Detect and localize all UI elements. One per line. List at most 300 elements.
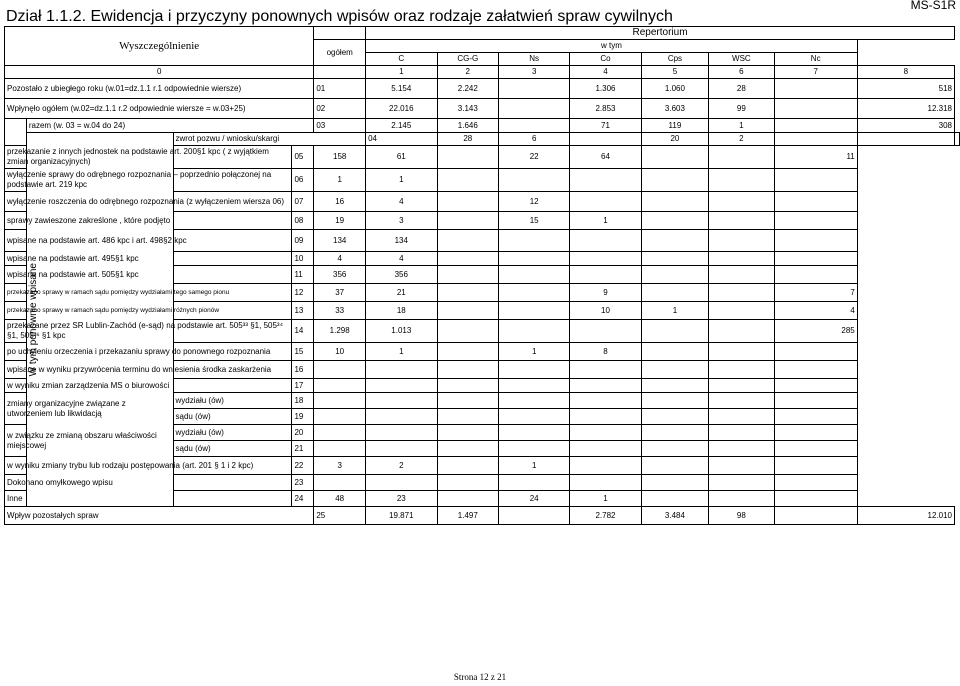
cell-08-col7 <box>709 212 774 230</box>
cell-06-col7 <box>709 169 774 192</box>
cell-02-col1: 22.016 <box>366 99 437 119</box>
row-label-19: sądu (ów) <box>173 409 292 425</box>
row-number-09: 09 <box>292 230 314 252</box>
cell-15-col4: 1 <box>499 343 570 361</box>
table-row <box>5 457 960 475</box>
cell-09-col3 <box>437 230 499 252</box>
column-number-2: 2 <box>437 66 499 79</box>
cell-12-col7 <box>709 284 774 302</box>
cell-17-col4 <box>499 379 570 393</box>
column-number-3: 3 <box>499 66 570 79</box>
row-number-10: 10 <box>292 252 314 266</box>
cell-19-col3 <box>437 409 499 425</box>
row-number-02: 02 <box>314 99 366 119</box>
cell-04-col2: 6 <box>499 133 570 146</box>
cell-12-col1: 37 <box>314 284 366 302</box>
indent-cell <box>5 119 27 146</box>
cell-05-col7 <box>709 146 774 169</box>
row-number-16: 16 <box>292 361 314 379</box>
cell-11-col3 <box>437 266 499 284</box>
cell-11-col6 <box>641 266 708 284</box>
row-number-08: 08 <box>292 212 314 230</box>
cell-19-col5 <box>570 409 641 425</box>
table-row <box>5 79 960 99</box>
cell-16-col8 <box>774 361 857 379</box>
cell-02-col3 <box>499 99 570 119</box>
cell-23-col7 <box>709 475 774 491</box>
cell-08-col3 <box>437 212 499 230</box>
row-number-13: 13 <box>292 302 314 320</box>
cell-14-col6 <box>641 320 708 343</box>
cell-21-col5 <box>570 441 641 457</box>
total-header-top <box>314 27 366 40</box>
cell-16-col1 <box>314 361 366 379</box>
cell-20-col5 <box>570 425 641 441</box>
cell-19-col8 <box>774 409 857 425</box>
row-number-05: 05 <box>292 146 314 169</box>
column-number-5: 5 <box>641 66 708 79</box>
cell-03-col1: 2.145 <box>366 119 437 133</box>
cell-15-col6 <box>641 343 708 361</box>
cell-20-col1 <box>314 425 366 441</box>
cell-04-col1: 28 <box>437 133 499 146</box>
cell-25-col7 <box>774 507 857 525</box>
cell-04-col6 <box>774 133 857 146</box>
table-row <box>5 343 960 361</box>
cell-04-col7 <box>857 133 954 146</box>
cell-14-col1: 1.298 <box>314 320 366 343</box>
cell-05-col4: 22 <box>499 146 570 169</box>
cell-13-col8: 4 <box>774 302 857 320</box>
cell-15-col5: 8 <box>570 343 641 361</box>
cell-22-col2: 2 <box>366 457 437 475</box>
table-row <box>5 266 960 284</box>
row-number-04: 04 <box>366 133 437 146</box>
row-label-04: zwrot pozwu / wniosku/skargi <box>173 133 366 146</box>
cell-09-col7 <box>709 230 774 252</box>
row-number-01: 01 <box>314 79 366 99</box>
row-number-21: 21 <box>292 441 314 457</box>
cell-17-col8 <box>774 379 857 393</box>
cell-05-col6 <box>641 146 708 169</box>
table-row <box>5 119 960 133</box>
cell-21-col7 <box>709 441 774 457</box>
column-number-0: 0 <box>5 66 314 79</box>
row-label-21: sądu (ów) <box>173 441 292 457</box>
cell-13-col2: 18 <box>366 302 437 320</box>
cell-04-col3 <box>570 133 641 146</box>
column-header-ns: Ns <box>499 53 570 66</box>
cell-16-col6 <box>641 361 708 379</box>
cell-03-col2: 1.646 <box>437 119 499 133</box>
cell-24-col1: 48 <box>314 491 366 507</box>
row-label-09: wpisane na podstawie art. 486 kpc i art. 498§2 kpc <box>5 230 292 252</box>
cell-06-col6 <box>641 169 708 192</box>
row-label-02: Wpłynęło ogółem (w.02=dz.1.1 r.2 odpowiednie wiersze = w.03+25) <box>5 99 314 119</box>
row-label-07: wyłączenie roszczenia do odrębnego rozpoznania (z wyłączeniem wiersza 06) <box>5 192 292 212</box>
cell-21-col3 <box>437 441 499 457</box>
row-label-22: w wyniku zmiany trybu lub rodzaju postępowania (art. 201 § 1 i 2 kpc) <box>5 457 292 475</box>
cell-12-col3 <box>437 284 499 302</box>
cell-10-col1: 4 <box>314 252 366 266</box>
cell-21-col1 <box>314 441 366 457</box>
row-label-01: Pozostało z ubiegłego roku (w.01=dz.1.1 r.1 odpowiednie wiersze) <box>5 79 314 99</box>
cell-03-col6: 1 <box>709 119 774 133</box>
cell-20-col3 <box>437 425 499 441</box>
cell-13-col6: 1 <box>641 302 708 320</box>
row-label-13: przekazano sprawy w ramach sądu pomiędzy wydziałami różnych pionów <box>5 302 292 320</box>
cell-01-col7 <box>774 79 857 99</box>
cell-20-col4 <box>499 425 570 441</box>
column-number-7: 7 <box>774 66 857 79</box>
cell-13-col3 <box>437 302 499 320</box>
cell-19-col6 <box>641 409 708 425</box>
cell-12-col4 <box>499 284 570 302</box>
cell-17-col6 <box>641 379 708 393</box>
cell-04-col5: 2 <box>709 133 774 146</box>
cell-08-col4: 15 <box>499 212 570 230</box>
cell-02-col7 <box>774 99 857 119</box>
table-row <box>5 212 960 230</box>
reentered-vertical-text: W tym ponownie wpisane <box>27 262 39 377</box>
row-number-25: 25 <box>314 507 366 525</box>
cell-24-col4: 24 <box>499 491 570 507</box>
cell-02-col4: 2.853 <box>570 99 641 119</box>
row-number-15: 15 <box>292 343 314 361</box>
column-header-co: Co <box>570 53 641 66</box>
cell-10-col3 <box>437 252 499 266</box>
cell-07-col2: 4 <box>366 192 437 212</box>
cell-03-col5: 119 <box>641 119 708 133</box>
cell-01-col2: 2.242 <box>437 79 499 99</box>
cell-10-col4 <box>499 252 570 266</box>
cell-18-col1 <box>314 393 366 409</box>
cell-01-col6: 28 <box>709 79 774 99</box>
row-number-24: 24 <box>292 491 314 507</box>
cell-15-col7 <box>709 343 774 361</box>
cell-13-col5: 10 <box>570 302 641 320</box>
cell-11-col1: 356 <box>314 266 366 284</box>
row-label-15: po uchyleniu orzeczenia i przekazaniu sprawy do ponownego rozpoznania <box>5 343 292 361</box>
cell-01-col1: 5.154 <box>366 79 437 99</box>
cell-16-col3 <box>437 361 499 379</box>
row-label-06: wyłączenie sprawy do odrębnego rozpoznania – poprzednio połączonej na podstawie art. 219 kpc <box>5 169 292 192</box>
cell-25-col8: 12.010 <box>857 507 954 525</box>
row-label-03: razem (w. 03 = w.04 do 24) <box>26 119 314 133</box>
cell-13-col4 <box>499 302 570 320</box>
cell-25-col6: 98 <box>709 507 774 525</box>
table-row <box>5 393 960 409</box>
cell-21-col6 <box>641 441 708 457</box>
cell-16-col2 <box>366 361 437 379</box>
row-number-17: 17 <box>292 379 314 393</box>
cell-25-col2: 1.497 <box>437 507 499 525</box>
cell-12-col5: 9 <box>570 284 641 302</box>
table-row <box>5 379 960 393</box>
table-row <box>5 230 960 252</box>
cell-02-col5: 3.603 <box>641 99 708 119</box>
cell-15-col1: 10 <box>314 343 366 361</box>
cell-05-col1: 158 <box>314 146 366 169</box>
cell-23-col5 <box>570 475 641 491</box>
cell-10-col5 <box>570 252 641 266</box>
cell-18-col4 <box>499 393 570 409</box>
specification-header: Wyszczególnienie <box>5 27 314 66</box>
row-label-23: Dokonano omyłkowego wpisu <box>5 475 292 491</box>
table-row <box>5 284 960 302</box>
cell-17-col5 <box>570 379 641 393</box>
cell-23-col6 <box>641 475 708 491</box>
cell-20-col8 <box>774 425 857 441</box>
cell-18-col7 <box>709 393 774 409</box>
row-number-06: 06 <box>292 169 314 192</box>
cell-03-col3 <box>499 119 570 133</box>
cell-07-col8 <box>774 192 857 212</box>
cell-20-col7 <box>709 425 774 441</box>
table-row <box>5 146 960 169</box>
table-row <box>5 99 960 119</box>
cell-06-col1: 1 <box>314 169 366 192</box>
cell-09-col5 <box>570 230 641 252</box>
cell-17-col2 <box>366 379 437 393</box>
cell-12-col2: 21 <box>366 284 437 302</box>
cell-16-col4 <box>499 361 570 379</box>
page-title: Dział 1.1.2. Ewidencja i przyczyny ponownych wpisów oraz rodzaje załatwień spraw cywilnych <box>6 8 673 25</box>
cell-08-col6 <box>641 212 708 230</box>
cell-22-col5 <box>570 457 641 475</box>
cell-14-col5 <box>570 320 641 343</box>
cell-16-col5 <box>570 361 641 379</box>
column-number-4: 4 <box>570 66 641 79</box>
cell-22-col8 <box>774 457 857 475</box>
cell-10-col6 <box>641 252 708 266</box>
cell-07-col4: 12 <box>499 192 570 212</box>
row-label-11: wpisane na podstawie art. 505§1 kpc <box>5 266 292 284</box>
of-which-header: w tym <box>366 40 858 53</box>
table-row <box>5 252 960 266</box>
cell-25-col3 <box>499 507 570 525</box>
cell-11-col7 <box>709 266 774 284</box>
row-number-12: 12 <box>292 284 314 302</box>
cell-08-col2: 3 <box>366 212 437 230</box>
cell-14-col3 <box>437 320 499 343</box>
row-number-14: 14 <box>292 320 314 343</box>
cell-08-col5: 1 <box>570 212 641 230</box>
row-number-19: 19 <box>292 409 314 425</box>
cell-14-col7 <box>709 320 774 343</box>
column-number-6: 6 <box>709 66 774 79</box>
cell-10-col7 <box>709 252 774 266</box>
cell-22-col3 <box>437 457 499 475</box>
cell-22-col7 <box>709 457 774 475</box>
group-territorial-changes: w związku ze zmianą obszaru właściwości miejscowej <box>5 425 174 457</box>
cell-22-col6 <box>641 457 708 475</box>
cell-14-col2: 1.013 <box>366 320 437 343</box>
cell-04-col4: 20 <box>641 133 708 146</box>
row-label-20: wydziału (ów) <box>173 425 292 441</box>
cell-17-col1 <box>314 379 366 393</box>
cell-17-col3 <box>437 379 499 393</box>
cell-06-col2: 1 <box>366 169 437 192</box>
cell-25-col1: 19.871 <box>366 507 437 525</box>
cell-17-col7 <box>709 379 774 393</box>
cell-12-col6 <box>641 284 708 302</box>
cell-10-col2: 4 <box>366 252 437 266</box>
cell-11-col8 <box>774 266 857 284</box>
cell-09-col4 <box>499 230 570 252</box>
cell-03-col8: 308 <box>857 119 954 133</box>
cell-06-col5 <box>570 169 641 192</box>
cell-02-col6: 99 <box>709 99 774 119</box>
table-row <box>5 320 960 343</box>
cell-20-col6 <box>641 425 708 441</box>
cell-07-col7 <box>709 192 774 212</box>
cell-18-col8 <box>774 393 857 409</box>
row-label-05: przekazanie z innych jednostek na podstawie art. 200§1 kpc ( z wyjątkiem zmian organizacyjnych) <box>5 146 292 169</box>
cell-18-col2 <box>366 393 437 409</box>
cell-23-col1 <box>314 475 366 491</box>
cell-24-col8 <box>774 491 857 507</box>
row-label-14: przekazane przez SR Lublin-Zachód (e-sąd) na podstawie art. 505³³ §1, 505³⁴ §1, 505³⁶ §1 kpc <box>5 320 292 343</box>
row-label-12: przekazano sprawy w ramach sądu pomiędzy wydziałami tego samego pionu <box>5 284 292 302</box>
cell-19-col4 <box>499 409 570 425</box>
row-label-24: Inne <box>5 491 292 507</box>
cell-05-col3 <box>437 146 499 169</box>
table-row <box>5 491 960 507</box>
cell-05-col8: 11 <box>774 146 857 169</box>
row-number-23: 23 <box>292 475 314 491</box>
table-row <box>5 192 960 212</box>
cell-11-col2: 356 <box>366 266 437 284</box>
cell-03-col4: 71 <box>570 119 641 133</box>
row-number-11: 11 <box>292 266 314 284</box>
cell-06-col4 <box>499 169 570 192</box>
column-number-blank <box>314 66 366 79</box>
cell-25-col5: 3.484 <box>641 507 708 525</box>
cell-23-col2 <box>366 475 437 491</box>
cell-25-col4: 2.782 <box>570 507 641 525</box>
cell-23-col4 <box>499 475 570 491</box>
cell-24-col6 <box>641 491 708 507</box>
table-row <box>5 425 960 441</box>
cell-15-col8 <box>774 343 857 361</box>
report-table-wrapper <box>4 26 960 525</box>
cell-18-col6 <box>641 393 708 409</box>
cell-15-col2: 1 <box>366 343 437 361</box>
cell-10-col8 <box>774 252 857 266</box>
table-row <box>5 133 960 146</box>
row-label-16: wpisane w wyniku przywrócenia terminu do wniesienia środka zaskarżenia <box>5 361 292 379</box>
table-row <box>5 361 960 379</box>
cell-09-col8 <box>774 230 857 252</box>
cell-01-col4: 1.306 <box>570 79 641 99</box>
table-row <box>5 169 960 192</box>
cell-13-col1: 33 <box>314 302 366 320</box>
cell-19-col2 <box>366 409 437 425</box>
page-footer: Strona 12 z 21 <box>453 672 507 682</box>
cell-08-col1: 19 <box>314 212 366 230</box>
cell-24-col2: 23 <box>366 491 437 507</box>
column-header-cg-g: CG-G <box>437 53 499 66</box>
cell-21-col8 <box>774 441 857 457</box>
cell-09-col6 <box>641 230 708 252</box>
column-header-c: C <box>366 53 437 66</box>
form-code: MS-S1R <box>910 0 956 12</box>
cell-01-col8: 518 <box>857 79 954 99</box>
cell-03-col7 <box>774 119 857 133</box>
column-header-cps: Cps <box>641 53 708 66</box>
cell-19-col7 <box>709 409 774 425</box>
row-label-10: wpisane na podstawie art. 495§1 kpc <box>5 252 292 266</box>
cell-23-col8 <box>774 475 857 491</box>
cell-02-col2: 3.143 <box>437 99 499 119</box>
total-subheader: ogółem <box>314 40 366 66</box>
cell-04-col8 <box>955 133 960 146</box>
cell-21-col2 <box>366 441 437 457</box>
cell-12-col8: 7 <box>774 284 857 302</box>
cell-01-col5: 1.060 <box>641 79 708 99</box>
cell-02-col8: 12.318 <box>857 99 954 119</box>
cell-13-col7 <box>709 302 774 320</box>
column-header-nc: Nc <box>774 53 857 66</box>
cell-11-col4 <box>499 266 570 284</box>
cell-18-col5 <box>570 393 641 409</box>
cell-22-col1: 3 <box>314 457 366 475</box>
table-row <box>5 507 960 525</box>
column-header-wsc: WSC <box>709 53 774 66</box>
row-number-22: 22 <box>292 457 314 475</box>
cell-09-col2: 134 <box>366 230 437 252</box>
row-label-17: w wyniku zmian zarządzenia MS o biurowości <box>5 379 292 393</box>
cell-21-col4 <box>499 441 570 457</box>
repertorium-header: Repertorium <box>366 27 955 40</box>
cell-19-col1 <box>314 409 366 425</box>
table-row <box>5 302 960 320</box>
cell-24-col5: 1 <box>570 491 641 507</box>
cell-06-col3 <box>437 169 499 192</box>
row-number-20: 20 <box>292 425 314 441</box>
row-label-25: Wpływ pozostałych spraw <box>5 507 314 525</box>
cell-23-col3 <box>437 475 499 491</box>
cell-05-col2: 61 <box>366 146 437 169</box>
cell-07-col3 <box>437 192 499 212</box>
row-number-18: 18 <box>292 393 314 409</box>
report-table <box>4 26 960 525</box>
row-number-07: 07 <box>292 192 314 212</box>
cell-07-col5 <box>570 192 641 212</box>
column-number-8: 8 <box>857 66 954 79</box>
cell-16-col7 <box>709 361 774 379</box>
cell-22-col4: 1 <box>499 457 570 475</box>
cell-08-col8 <box>774 212 857 230</box>
cell-18-col3 <box>437 393 499 409</box>
cell-20-col2 <box>366 425 437 441</box>
row-label-18: wydziału (ów) <box>173 393 292 409</box>
table-row <box>5 475 960 491</box>
group-organizational-changes: zmiany organizacyjne związane z utworzeniem lub likwidacją <box>5 393 174 425</box>
cell-06-col8 <box>774 169 857 192</box>
row-number-03: 03 <box>314 119 366 133</box>
cell-15-col3 <box>437 343 499 361</box>
cell-11-col5 <box>570 266 641 284</box>
cell-05-col5: 64 <box>570 146 641 169</box>
cell-14-col4 <box>499 320 570 343</box>
cell-14-col8: 285 <box>774 320 857 343</box>
cell-24-col7 <box>709 491 774 507</box>
column-number-1: 1 <box>366 66 437 79</box>
cell-07-col1: 16 <box>314 192 366 212</box>
row-label-08: sprawy zawieszone zakreślone , które podjęto <box>5 212 292 230</box>
